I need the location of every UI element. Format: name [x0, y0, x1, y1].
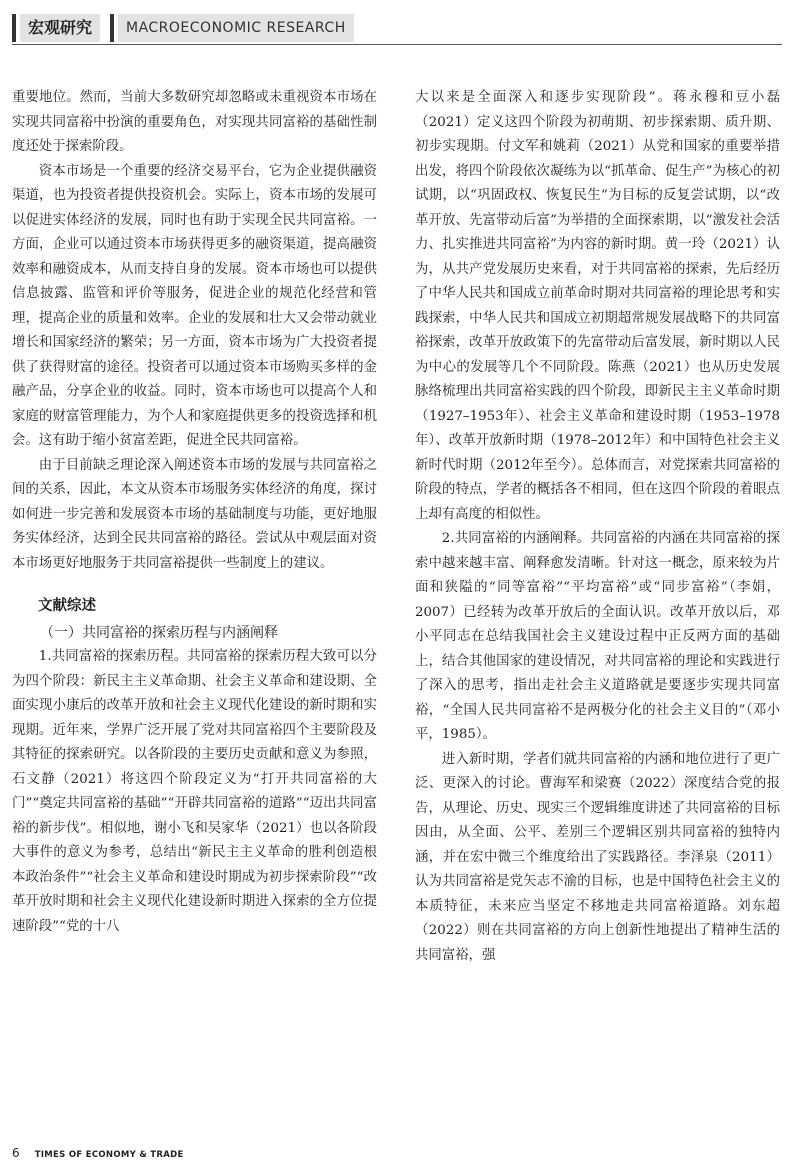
- header-rule: [12, 44, 782, 45]
- paragraph-continued: 重要地位。然而，当前大多数研究却忽略或未重视资本市场在实现共同富裕中扮演的重要角色，对实现共同富裕的基础性制度还处于探索阶段。: [12, 90, 377, 154]
- running-header: [12, 14, 782, 42]
- page-number: 6: [12, 1146, 20, 1160]
- header-bar-mark: [110, 14, 114, 42]
- paragraph-continued-right: 大以来是全面深入和逐步实现阶段”。蒋永穆和豆小磊（2021）定义这四个阶段为初萌期、初步探索期、质升期、初步实现期。付文军和姚莉（2021）从党和国家的重要举措出发，将四个阶段依次凝练为以“抓革命、促生产”为核心的初试期，以“巩固政权、恢复民生”为目标的反复尝试期，以“改革开放、先富带动后富”为举措的全面探索期，以“激发社会活力、扎实推进共同富裕”为内容的新时期。黄一玲（2021）认为，从共产党发展历史来看，对于共同富裕的探索，先后经历了中华人民共和国成立前革命时期对共同富裕的理论思考和实践探索，中华人民共和国成立初期超常规发展战略下的共同富裕探索，改革开放政策下的先富带动后富发展，新时期以人民为中心的发展等几个不同阶段。陈燕（2021）也从历史发展脉络梳理出共同富裕实践的四个阶段，即新民主主义革命时期（1927–1953年）、社会主义革命和建设时期（1953–1978年）、改革开放新时期（1978–2012年）和中国特色社会主义新时代时期（2012年至今）。总体而言，对党探索共同富裕的阶段的特点，学者的概括各不相同，但在这四个阶段的着眼点上却有高度的相似性。: [415, 90, 780, 522]
- right-column: [415, 86, 780, 968]
- paragraph-exploration-history: 1.共同富裕的探索历程。共同富裕的探索历程大致可以分为四个阶段：新民主主义革命期、社会主义革命和建设期、全面实现小康后的改革开放和社会主义现代化建设的新时期和实现期。近年来，学界广泛开展了党对共同富裕四个主要阶段及其特征的探索研究。以各阶段的主要历史贡献和意义为参照，石文静（2021）将这四个阶段定义为“打开共同富裕的大门”“奠定共同富裕的基础”“开辟共同富裕的道路”“迈出共同富裕的新步伐”。相似地，谢小飞和吴家华（2021）也以各阶段大事件的意义为参考，总结出“新民主主义革命的胜利创造根本政治条件”“社会主义革命和建设时期成为初步探索阶段”“改革开放时期和社会主义现代化建设新时期进入探索的全方位提速阶段”“党的十八: [12, 649, 377, 934]
- header-bar-mark: [12, 14, 16, 42]
- left-column: [12, 86, 377, 939]
- paragraph-new-era: 进入新时期，学者们就共同富裕的内涵和地位进行了更广泛、更深入的讨论。曹海军和梁赛（2022）深度结合党的报告，从理论、历史、现实三个逻辑维度讲述了共同富裕的目标因由，从全面、公平、差别三个逻辑区别共同富裕的独特内涵，并在宏中微三个维度给出了实践路径。李泽泉（2011）认为共同富裕是党矢志不渝的目标，也是中国特色社会主义的本质特征，未来应当坚定不移地走共同富裕道路。刘东超（2022）则在共同富裕的方向上创新性地提出了精神生活的共同富裕，强: [415, 751, 780, 963]
- section-title: 文献综述: [38, 598, 96, 614]
- journal-name: TIMES OF ECONOMY & TRADE: [34, 1150, 184, 1160]
- paragraph-connotation: 2.共同富裕的内涵阐释。共同富裕的内涵在共同富裕的探索中越来越丰富、阐释愈发清晰。针对这一概念，原来较为片面和狭隘的“同等富裕”“平均富裕”或“同步富裕”（李娟，2007）已经转为改革开放后的全面认识。改革开放以后，邓小平同志在总结我国社会主义建设过程中正反两方面的基础上，结合其他国家的建设情况，对共同富裕的理论和实践进行了深入的思考，指出走社会主义道路就是要逐步实现共同富裕，“全国人民共同富裕不是两极分化的社会主义目的”（邓小平，1985）。: [415, 531, 780, 742]
- page-footer: [12, 1142, 184, 1158]
- header-section-label: 宏观研究: [20, 14, 100, 42]
- paragraph-capital-market: 资本市场是一个重要的经济交易平台，它为企业提供融资渠道，也为投资者提供投资机会。实际上，资本市场的发展可以促进实体经济的发展，同时也有助于实现全民共同富裕。一方面，企业可以通过资本市场获得更多的融资渠道，提高融资效率和融资成本，从而支持自身的发展。资本市场也可以提供信息披露、监管和评价等服务，促进企业的规范化经营和管理，提高企业的质量和效率。企业的发展和壮大又会带动就业增长和国家经济的繁荣；另一方面，资本市场为广大投资者提供了获得财富的途径。投资者可以通过资本市场购买多样的金融产品，分享企业的收益。同时，资本市场也可以提高个人和家庭的财富管理能力，为个人和家庭提供更多的投资选择和机会。这有助于缩小贫富差距，促进全民共同富裕。: [12, 163, 377, 448]
- subsection-title: （一）共同富裕的探索历程与内涵阐释: [40, 624, 278, 641]
- paragraph-purpose: 由于目前缺乏理论深入阐述资本市场的发展与共同富裕之间的关系，因此，本文从资本市场服务实体经济的角度，探讨如何进一步完善和发展资本市场的基础制度与功能，更好地服务实体经济，达到全民共同富裕的路径。尝试从中观层面对资本市场更好地服务于共同富裕提供一些制度上的建议。: [12, 457, 377, 571]
- header-section-en: MACROECONOMIC RESEARCH: [118, 14, 354, 42]
